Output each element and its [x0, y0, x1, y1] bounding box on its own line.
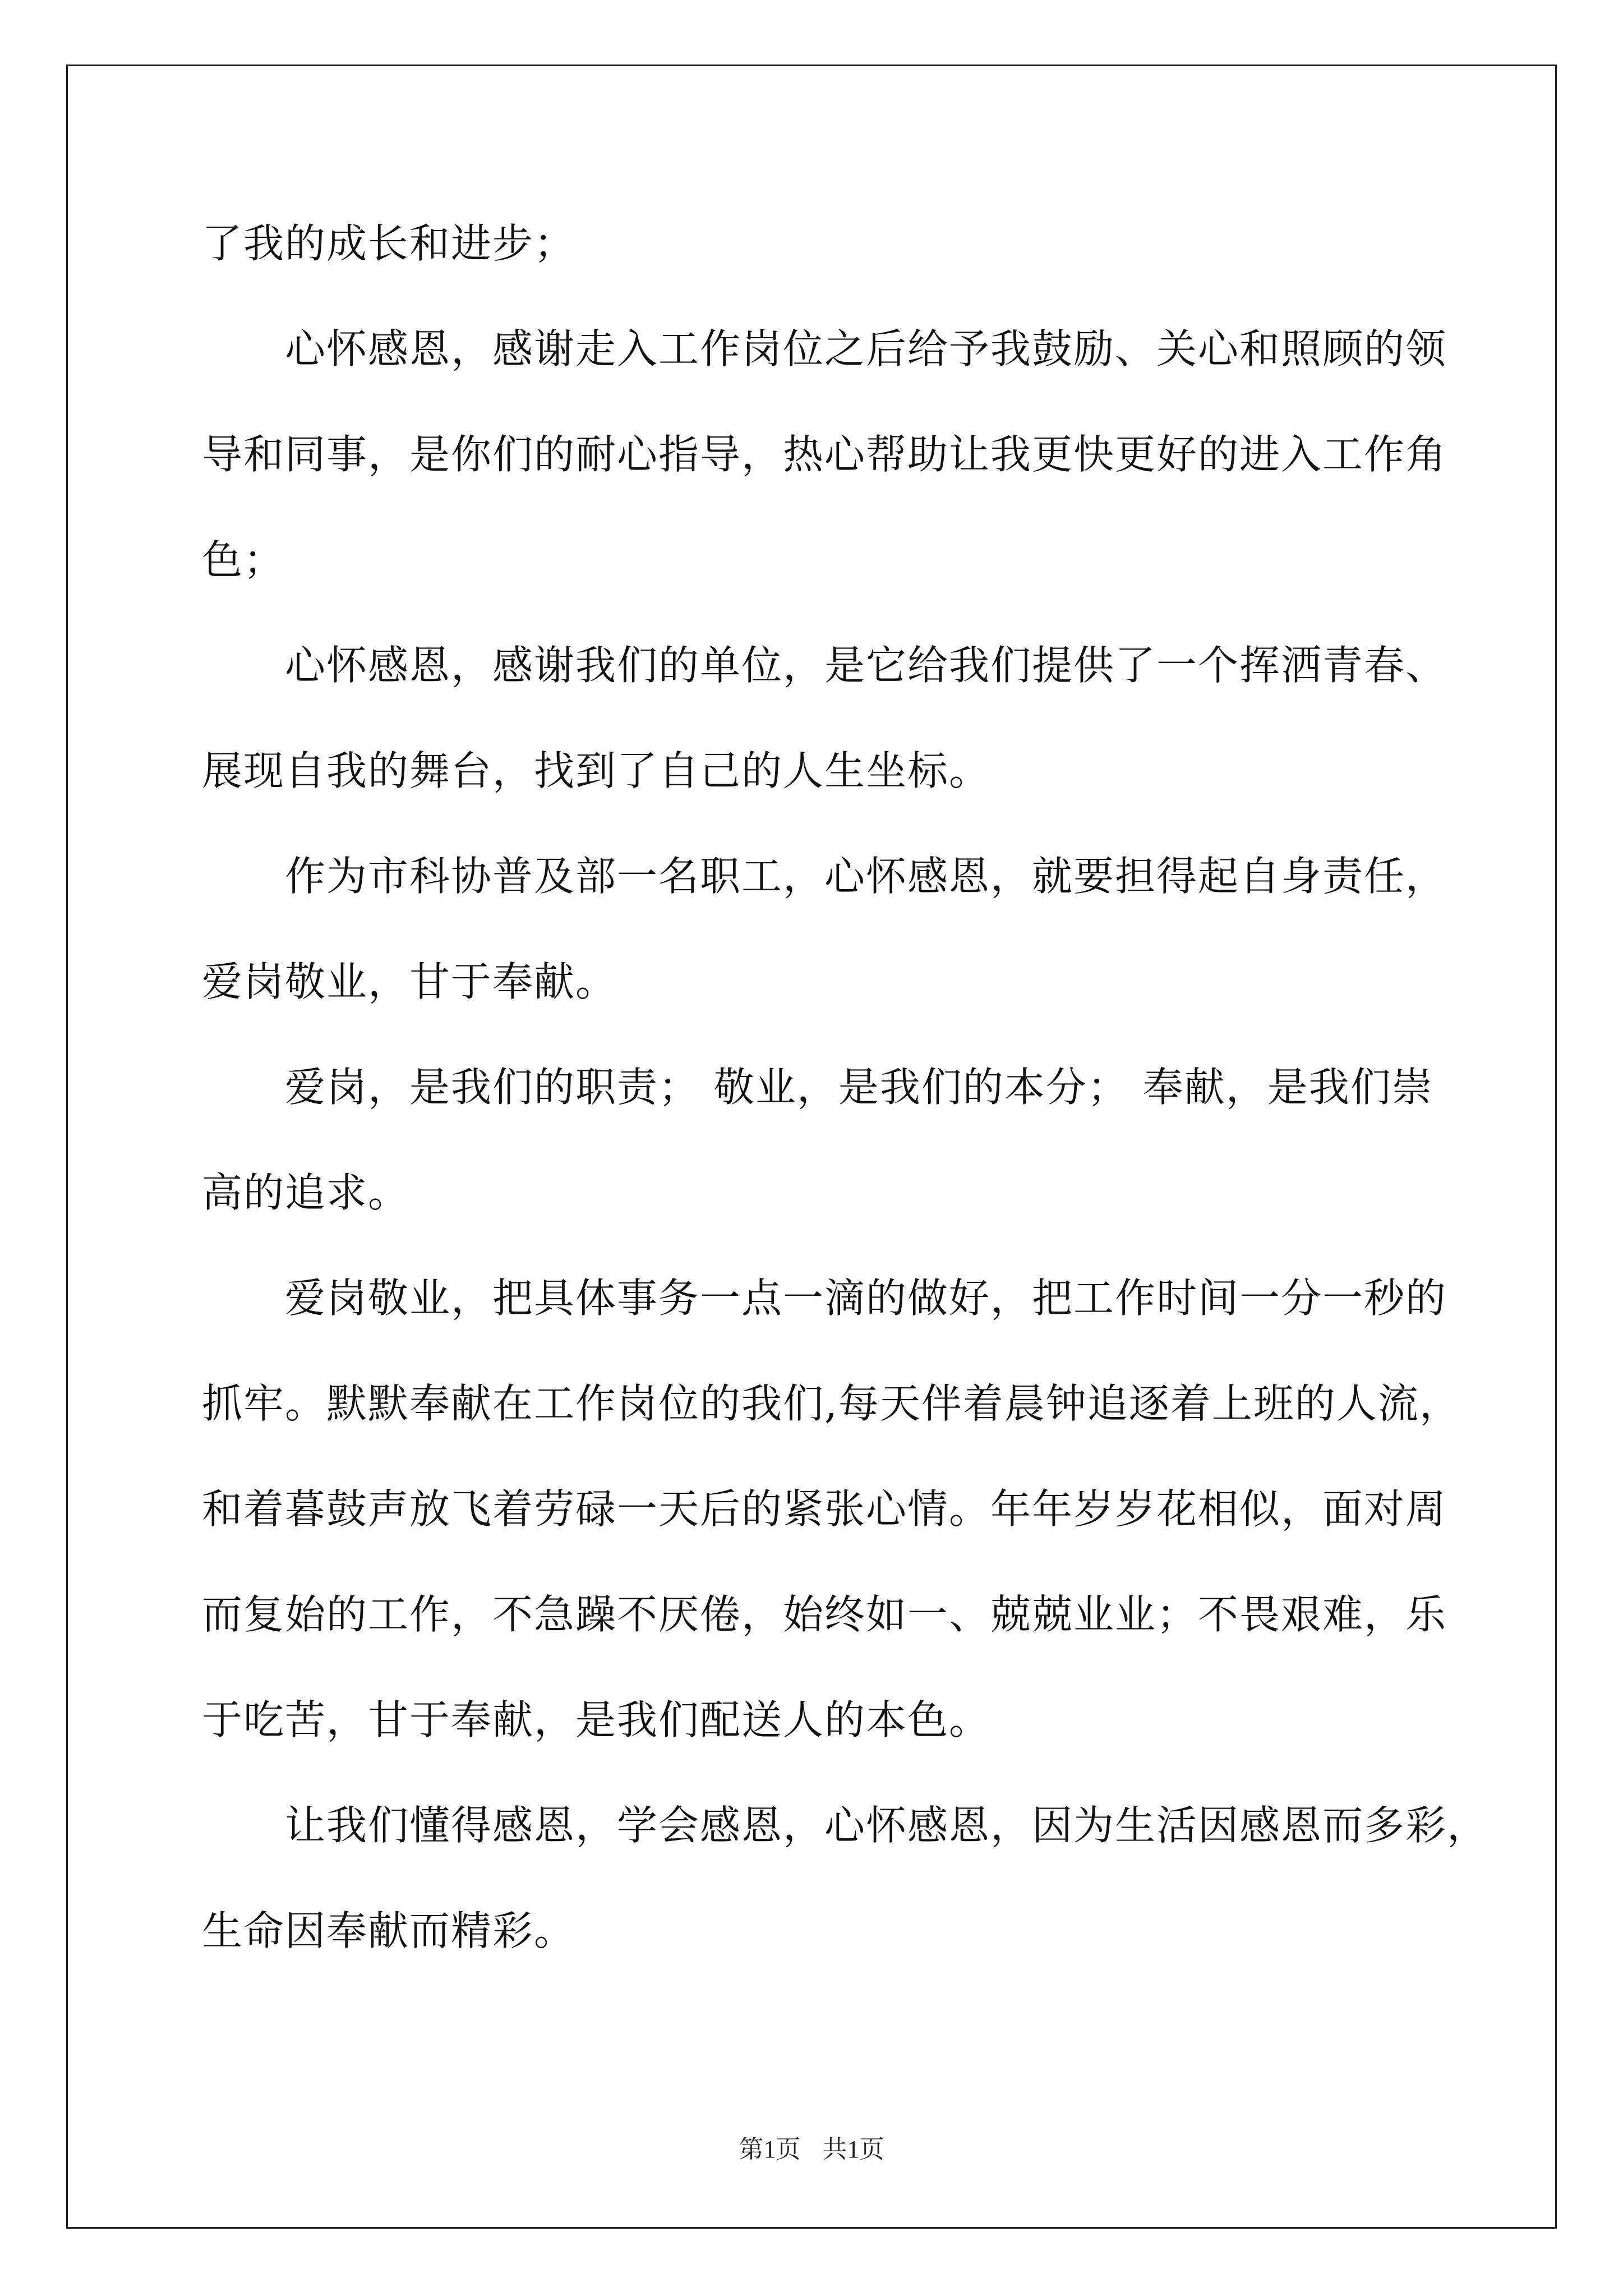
text-line: 而复始的工作，不急躁不厌倦，始终如一、兢兢业业；不畏艰难，乐	[202, 1591, 1447, 1638]
page-total: 共1页	[822, 2136, 884, 2163]
text-line: 作为市科协普及部一名职工，心怀感恩，就要担得起自身责任，	[285, 853, 1447, 900]
text-line: 心怀感恩，感谢我们的单位，是它给我们提供了一个挥洒青春、	[285, 642, 1447, 689]
text-line: 了我的成长和进步；	[202, 220, 576, 267]
page-number: 第1页	[739, 2136, 801, 2163]
text-line: 和着暮鼓声放飞着劳碌一天后的紧张心情。年年岁岁花相似，面对周	[202, 1485, 1447, 1533]
text-line: 生命因奉献而精彩。	[202, 1907, 576, 1954]
text-line: 爱岗敬业，把具体事务一点一滴的做好，把工作时间一分一秒的	[285, 1274, 1447, 1322]
text-line: 色；	[202, 536, 285, 583]
text-line: 展现自我的舞台，找到了自己的人生坐标。	[202, 747, 991, 794]
text-line: 爱岗，是我们的职责； 敬业，是我们的本分； 奉献，是我们崇	[285, 1064, 1433, 1111]
text-line: 高的追求。	[202, 1169, 410, 1216]
text-line: 抓牢。默默奉献在工作岗位的我们,每天伴着晨钟追逐着上班的人流，	[202, 1380, 1461, 1427]
text-line: 让我们懂得感恩，学会感恩，心怀感恩，因为生活因感恩而多彩，	[285, 1802, 1489, 1849]
text-line: 导和同事，是你们的耐心指导，热心帮助让我更快更好的进入工作角	[202, 431, 1447, 478]
text-line: 爱岗敬业，甘于奉献。	[202, 958, 617, 1005]
document-body	[202, 217, 1489, 2009]
page-footer	[0, 2133, 1623, 2166]
text-line: 心怀感恩，感谢走入工作岗位之后给予我鼓励、关心和照顾的领	[285, 325, 1447, 372]
text-line: 于吃苦，甘于奉献，是我们配送人的本色。	[202, 1696, 991, 1743]
